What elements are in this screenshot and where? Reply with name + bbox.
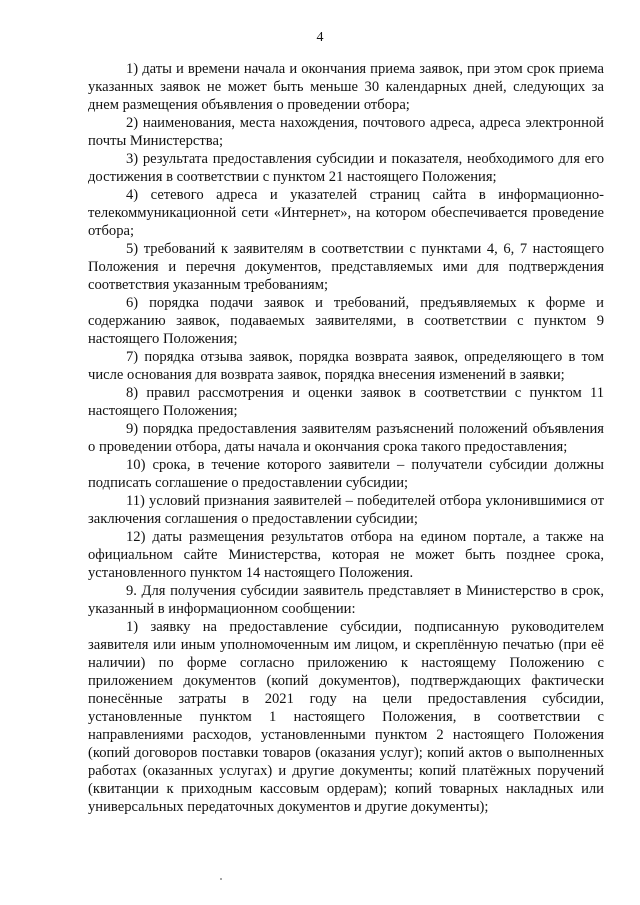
list-item-8: 8) правил рассмотрения и оценки заявок в соответствии с пунктом 11 настоящего Положения; [88,385,604,419]
scan-speck [220,878,222,880]
list-item-10: 10) срока, в течение которого заявители – получатели субсидии должны подписать соглашение о предоставлении субсидии; [88,457,604,491]
document-body [88,60,604,816]
list-item-6: 6) порядка подачи заявок и требований, предъявляемых к форме и содержанию заявок, подаваемых заявителями, в соответствии с пунктом 9 настоящего Положения; [88,295,604,347]
list-item-12: 12) даты размещения результатов отбора на едином портале, а также на официальном сайте Министерства, которая не может быть позднее срока, установленного пунктом 14 настоящего Положения. [88,529,604,581]
list-item-3: 3) результата предоставления субсидии и показателя, необходимого для его достижения в соответствии с пунктом 21 настоящего Положения; [88,151,604,185]
section-9-paragraph: 9. Для получения субсидии заявитель представляет в Министерство в срок, указанный в информационном сообщении: [88,583,604,617]
list-item-11: 11) условий признания заявителей – победителей отбора уклонившимися от заключения соглашения о предоставлении субсидии; [88,493,604,527]
list-item-1: 1) даты и времени начала и окончания приема заявок, при этом срок приема указанных заявок не может быть меньше 30 календарных дней, следующих за днем размещения объявления о проведении отбора; [88,61,604,113]
list-item-7: 7) порядка отзыва заявок, порядка возврата заявок, определяющего в том числе основания для возврата заявок, порядка внесения изменений в заявки; [88,349,604,383]
list-item-4: 4) сетевого адреса и указателей страниц сайта в информационно-телекоммуникационной сети «Интернет», на котором обеспечивается проведение отбора; [88,187,604,239]
page-number: 4 [316,30,324,45]
section-9-item-1: 1) заявку на предоставление субсидии, подписанную руководителем заявителя или иным уполномоченным им лицом, и скреплённую печатью (при её наличии) по форме согласно приложению к настоящему Положению с приложением документов (копий документов), подтверждающих фактически понесённые затраты в 2021 году на цели предоставления субсидии, установленные пунктом 1 настоящего Положения, в соответствии с направлениями расходов, установленными пунктом 2 настоящего Положения (копий договоров поставки товаров (оказания услуг); копий актов о выполненных работах (оказанных услугах) и другие документы; копий платёжных поручений (квитанции к приходным кассовым ордерам); копий товарных накладных или универсальных передаточных документов и другие документы); [88,619,604,815]
list-item-2: 2) наименования, места нахождения, почтового адреса, адреса электронной почты Министерства; [88,115,604,149]
list-item-9: 9) порядка предоставления заявителям разъяснений положений объявления о проведении отбора, даты начала и окончания срока такого предоставления; [88,421,604,455]
list-item-5: 5) требований к заявителям в соответствии с пунктами 4, 6, 7 настоящего Положения и перечня документов, представляемых ими для подтверждения соответствия указанным требованиям; [88,241,604,293]
